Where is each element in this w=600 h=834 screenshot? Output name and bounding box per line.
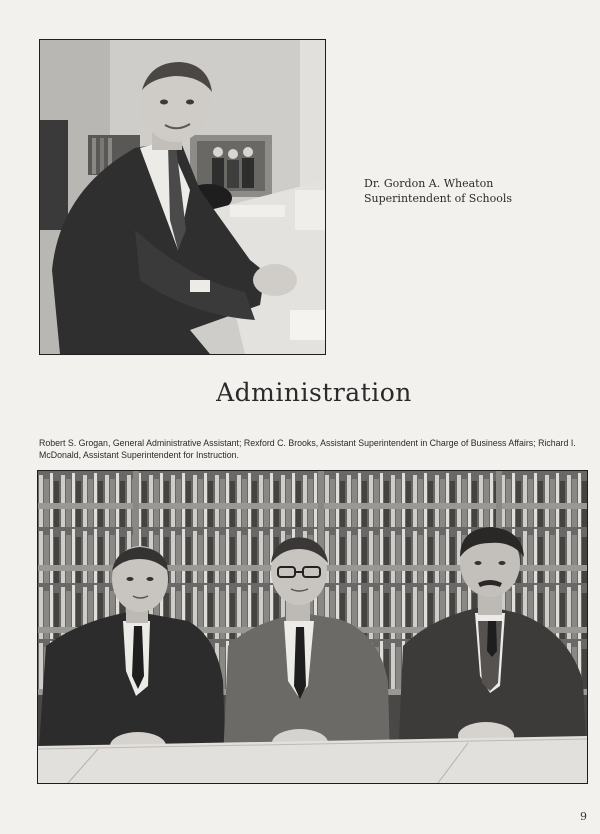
group-caption: Robert S. Grogan, General Administrative Assistant; Rexford C. Brooks, Assistant Superintendent in Charge of Business Affairs; Richard I. McDonald, Assistant Superintendent for Instruction. bbox=[39, 438, 576, 460]
portrait-caption-name: Dr. Gordon A. Wheaton bbox=[364, 177, 494, 190]
portrait-photo bbox=[39, 39, 326, 355]
section-title: Administration bbox=[216, 378, 412, 407]
portrait-caption bbox=[364, 176, 584, 206]
portrait-caption-title: Superintendent of Schools bbox=[364, 192, 512, 205]
group-photo bbox=[37, 470, 588, 784]
page-number: 9 bbox=[580, 810, 587, 823]
